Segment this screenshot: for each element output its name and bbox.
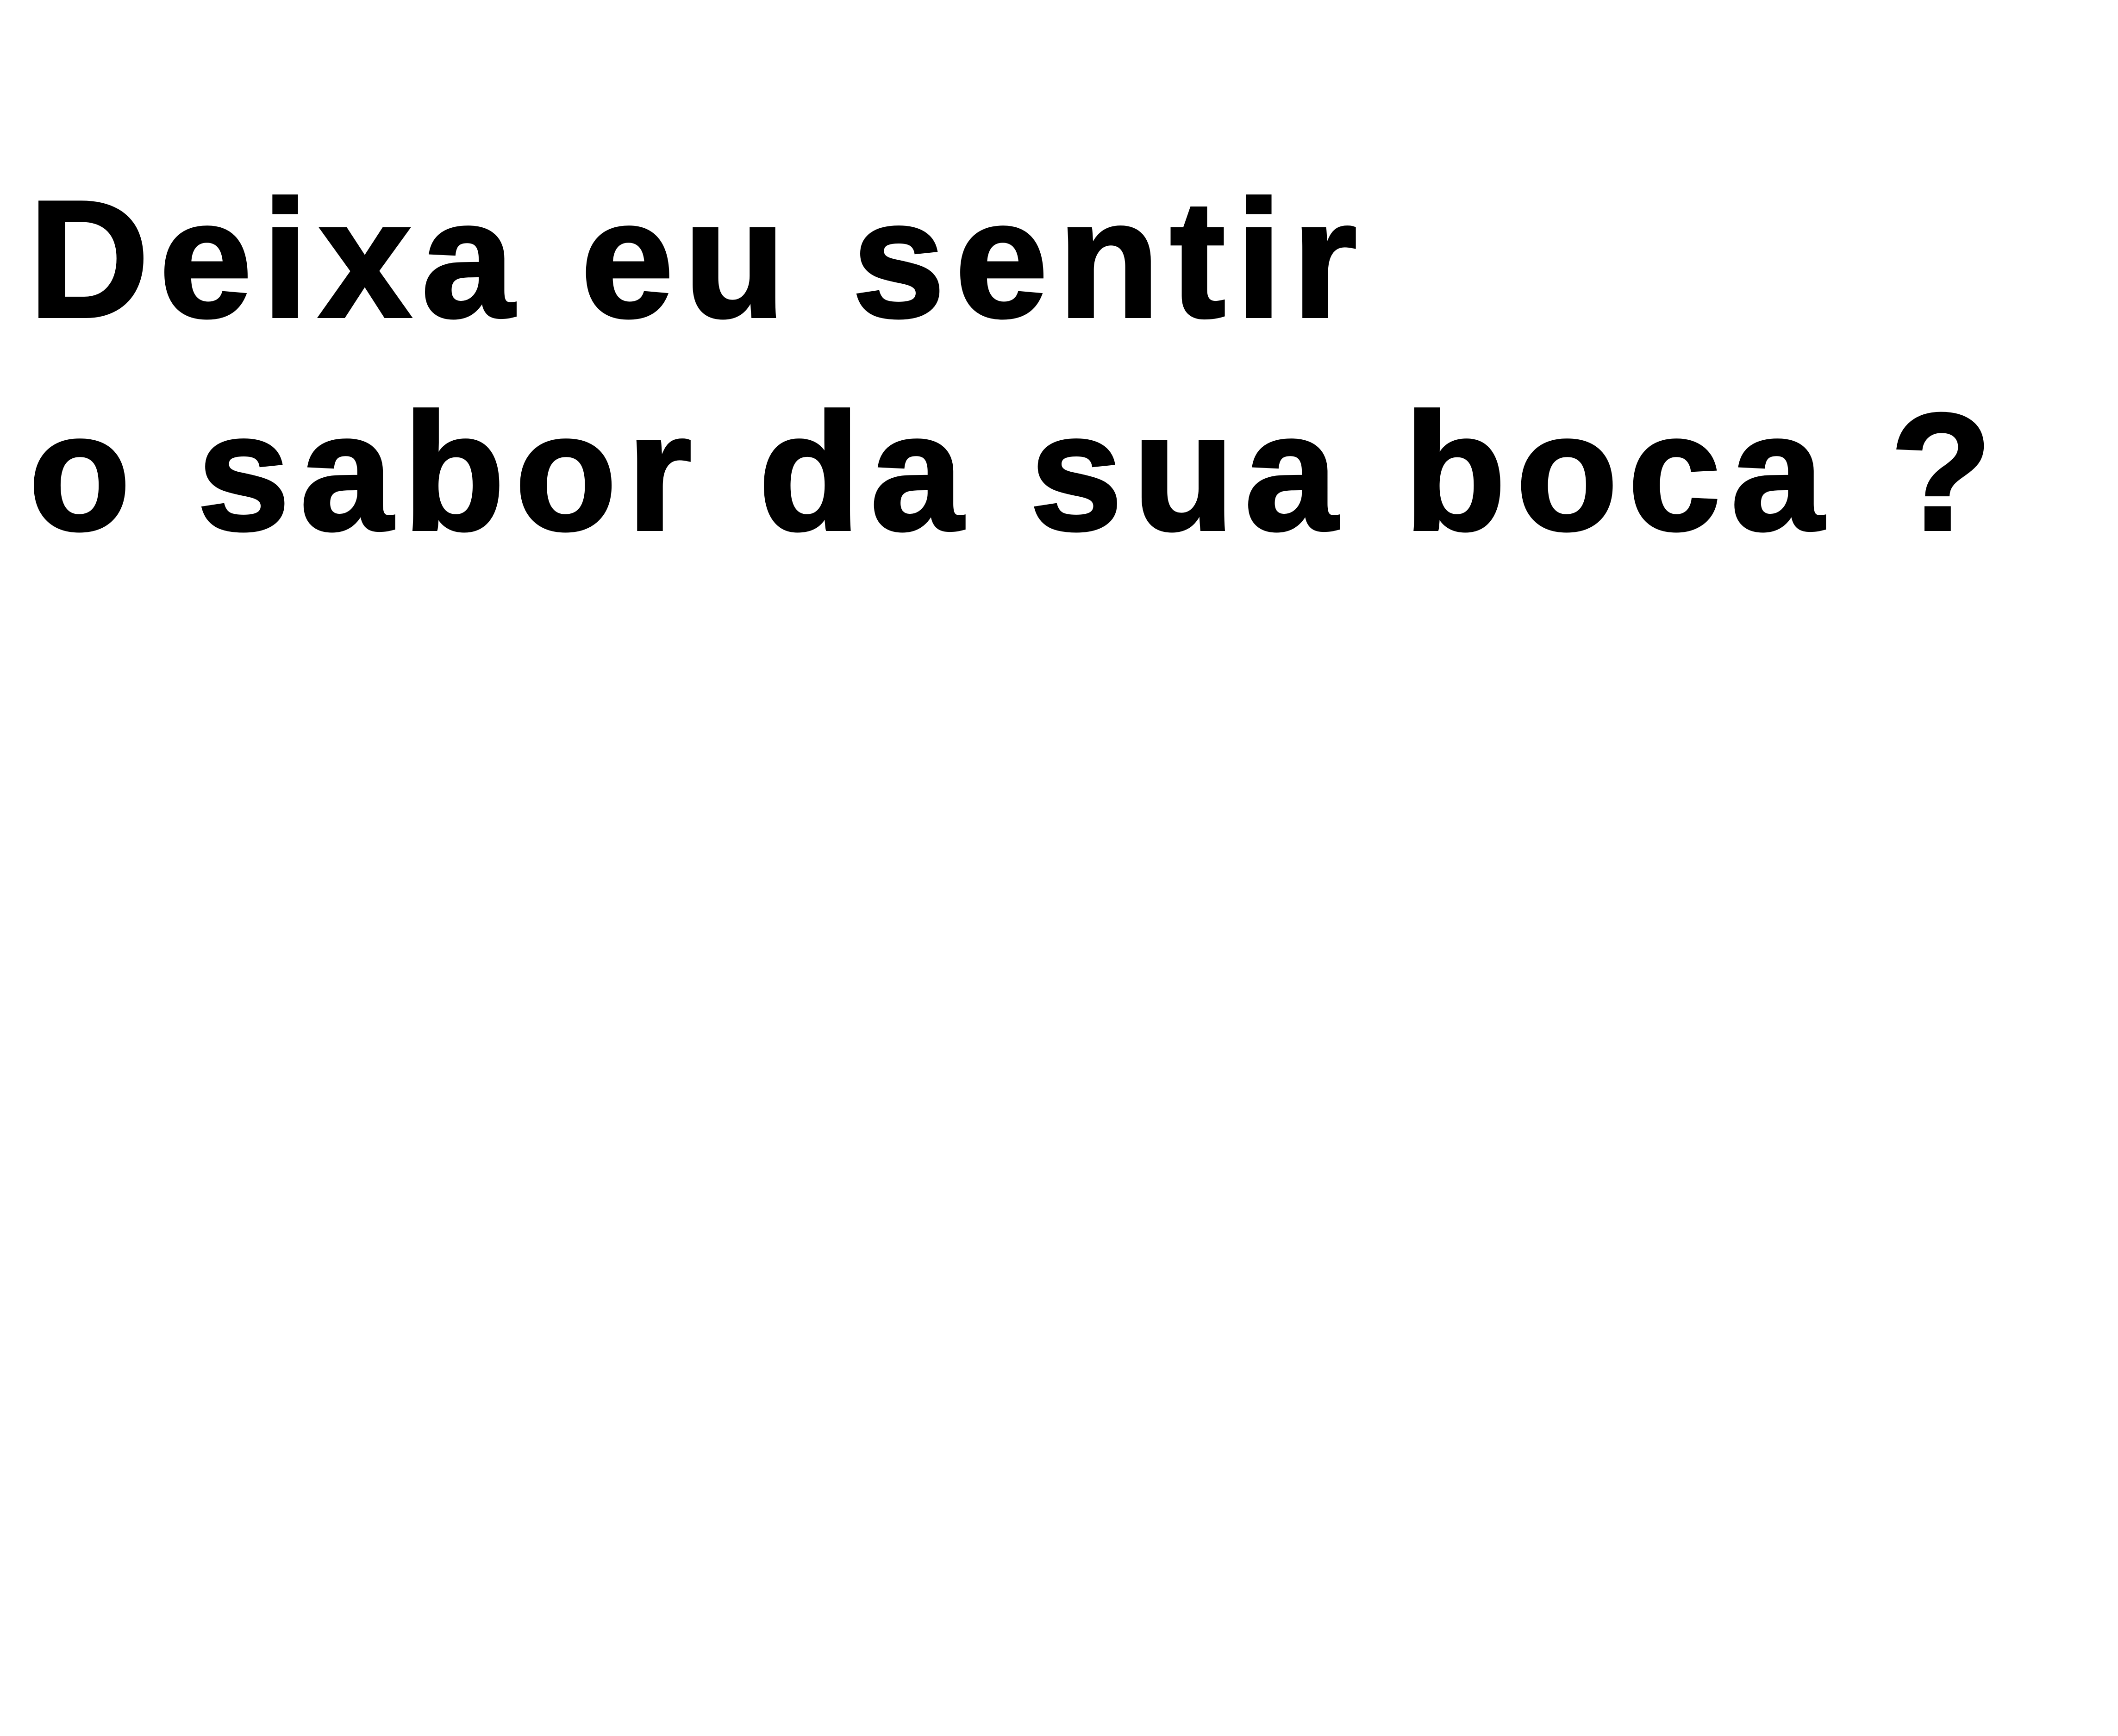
message-line-1: Deixa eu sentir xyxy=(29,166,1368,352)
message-line-2: o sabor da sua boca ? xyxy=(29,379,2002,565)
message-text-block xyxy=(29,153,2066,579)
